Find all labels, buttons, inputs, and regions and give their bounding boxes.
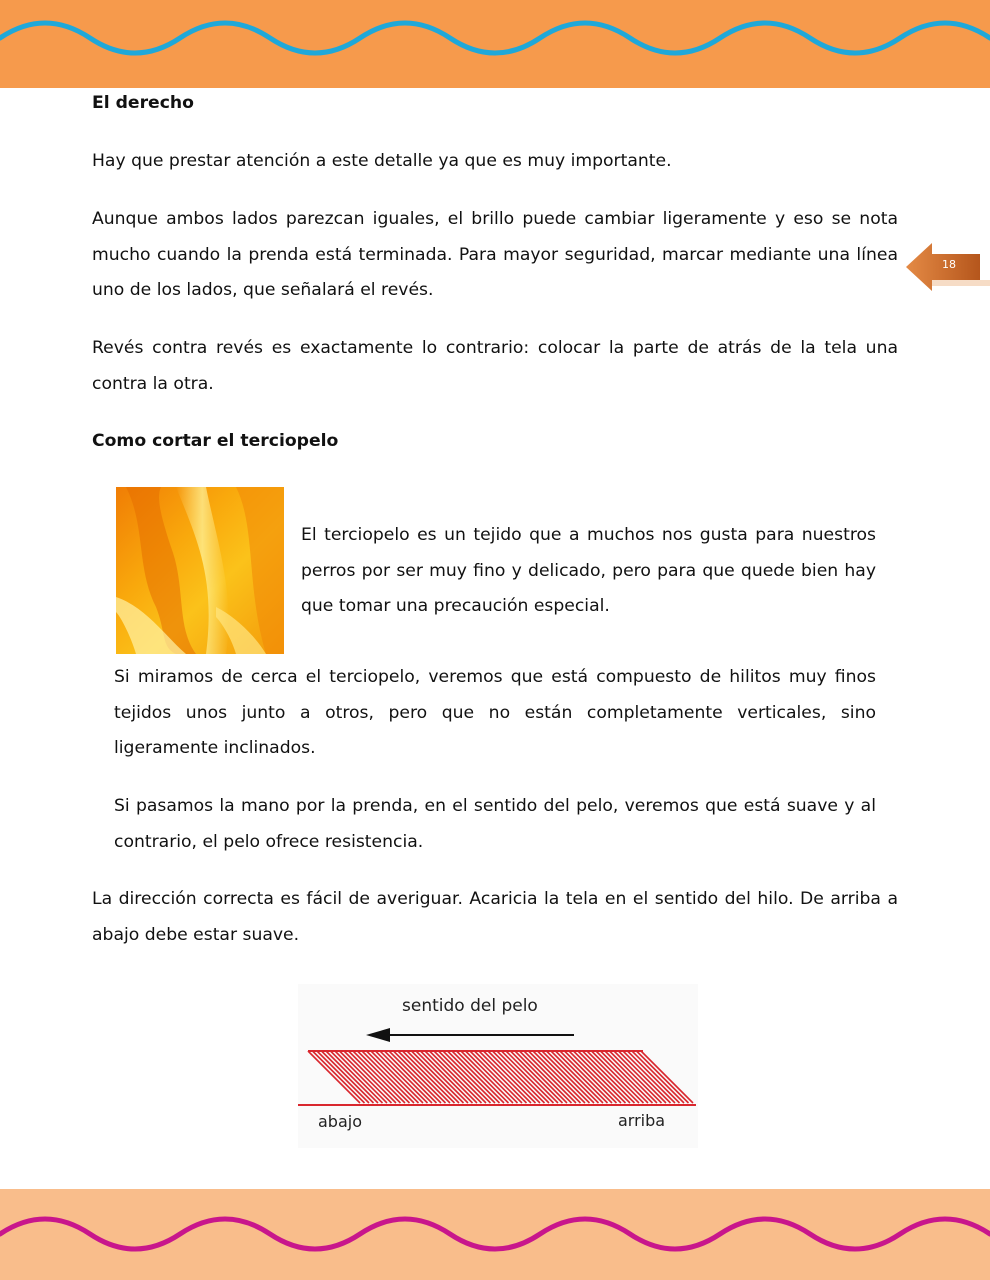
direction-arrow-head xyxy=(366,1028,390,1042)
heading-el-derecho: El derecho xyxy=(92,93,194,113)
paragraph-brillo: Aunque ambos lados parezcan iguales, el brillo puede cambiar ligeramente y eso se nota mucho cuando la prenda está terminada. Para mayor seguridad, marcar mediante una línea uno de los lados, que señalará el revés. xyxy=(92,209,898,300)
footer-band xyxy=(0,1189,990,1280)
paragraph-mano: Si pasamos la mano por la prenda, en el sentido del pelo, veremos que está suave y al contrario, el pelo ofrece resistencia. xyxy=(114,796,876,852)
diagram-label-abajo: abajo xyxy=(318,1112,362,1131)
heading-cortar-terciopelo: Como cortar el terciopelo xyxy=(92,431,339,451)
paragraph-terciopelo-intro: El terciopelo es un tejido que a muchos nos gusta para nuestros perros por ser muy fino y delicado, pero para que quede bien hay que tomar una precaución especial. xyxy=(301,525,876,616)
header-band xyxy=(0,0,990,88)
page-number-tab xyxy=(906,243,990,293)
paragraph-atencion: Hay que prestar atención a este detalle ya que es muy importante. xyxy=(92,151,672,171)
paragraph-direccion: La dirección correcta es fácil de averiguar. Acaricia la tela en el sentido del hilo. De arriba a abajo debe estar suave. xyxy=(92,889,898,945)
velvet-fabric-image xyxy=(116,487,284,654)
paragraph-hilitos: Si miramos de cerca el terciopelo, veremos que está compuesto de hilitos muy finos tejidos unos junto a otros, pero que no están completamente verticales, sino ligeramente inclinados. xyxy=(114,667,876,758)
page-number: 18 xyxy=(942,258,956,271)
pile-direction-diagram xyxy=(298,984,698,1148)
header-wave xyxy=(0,0,990,88)
paragraph-reves: Revés contra revés es exactamente lo contrario: colocar la parte de atrás de la tela una contra la otra. xyxy=(92,338,898,394)
velvet-pile-hatching xyxy=(308,1051,693,1103)
footer-wave xyxy=(0,1189,990,1280)
diagram-label-arriba: arriba xyxy=(618,1111,666,1130)
diagram-title: sentido del pelo xyxy=(402,996,538,1016)
